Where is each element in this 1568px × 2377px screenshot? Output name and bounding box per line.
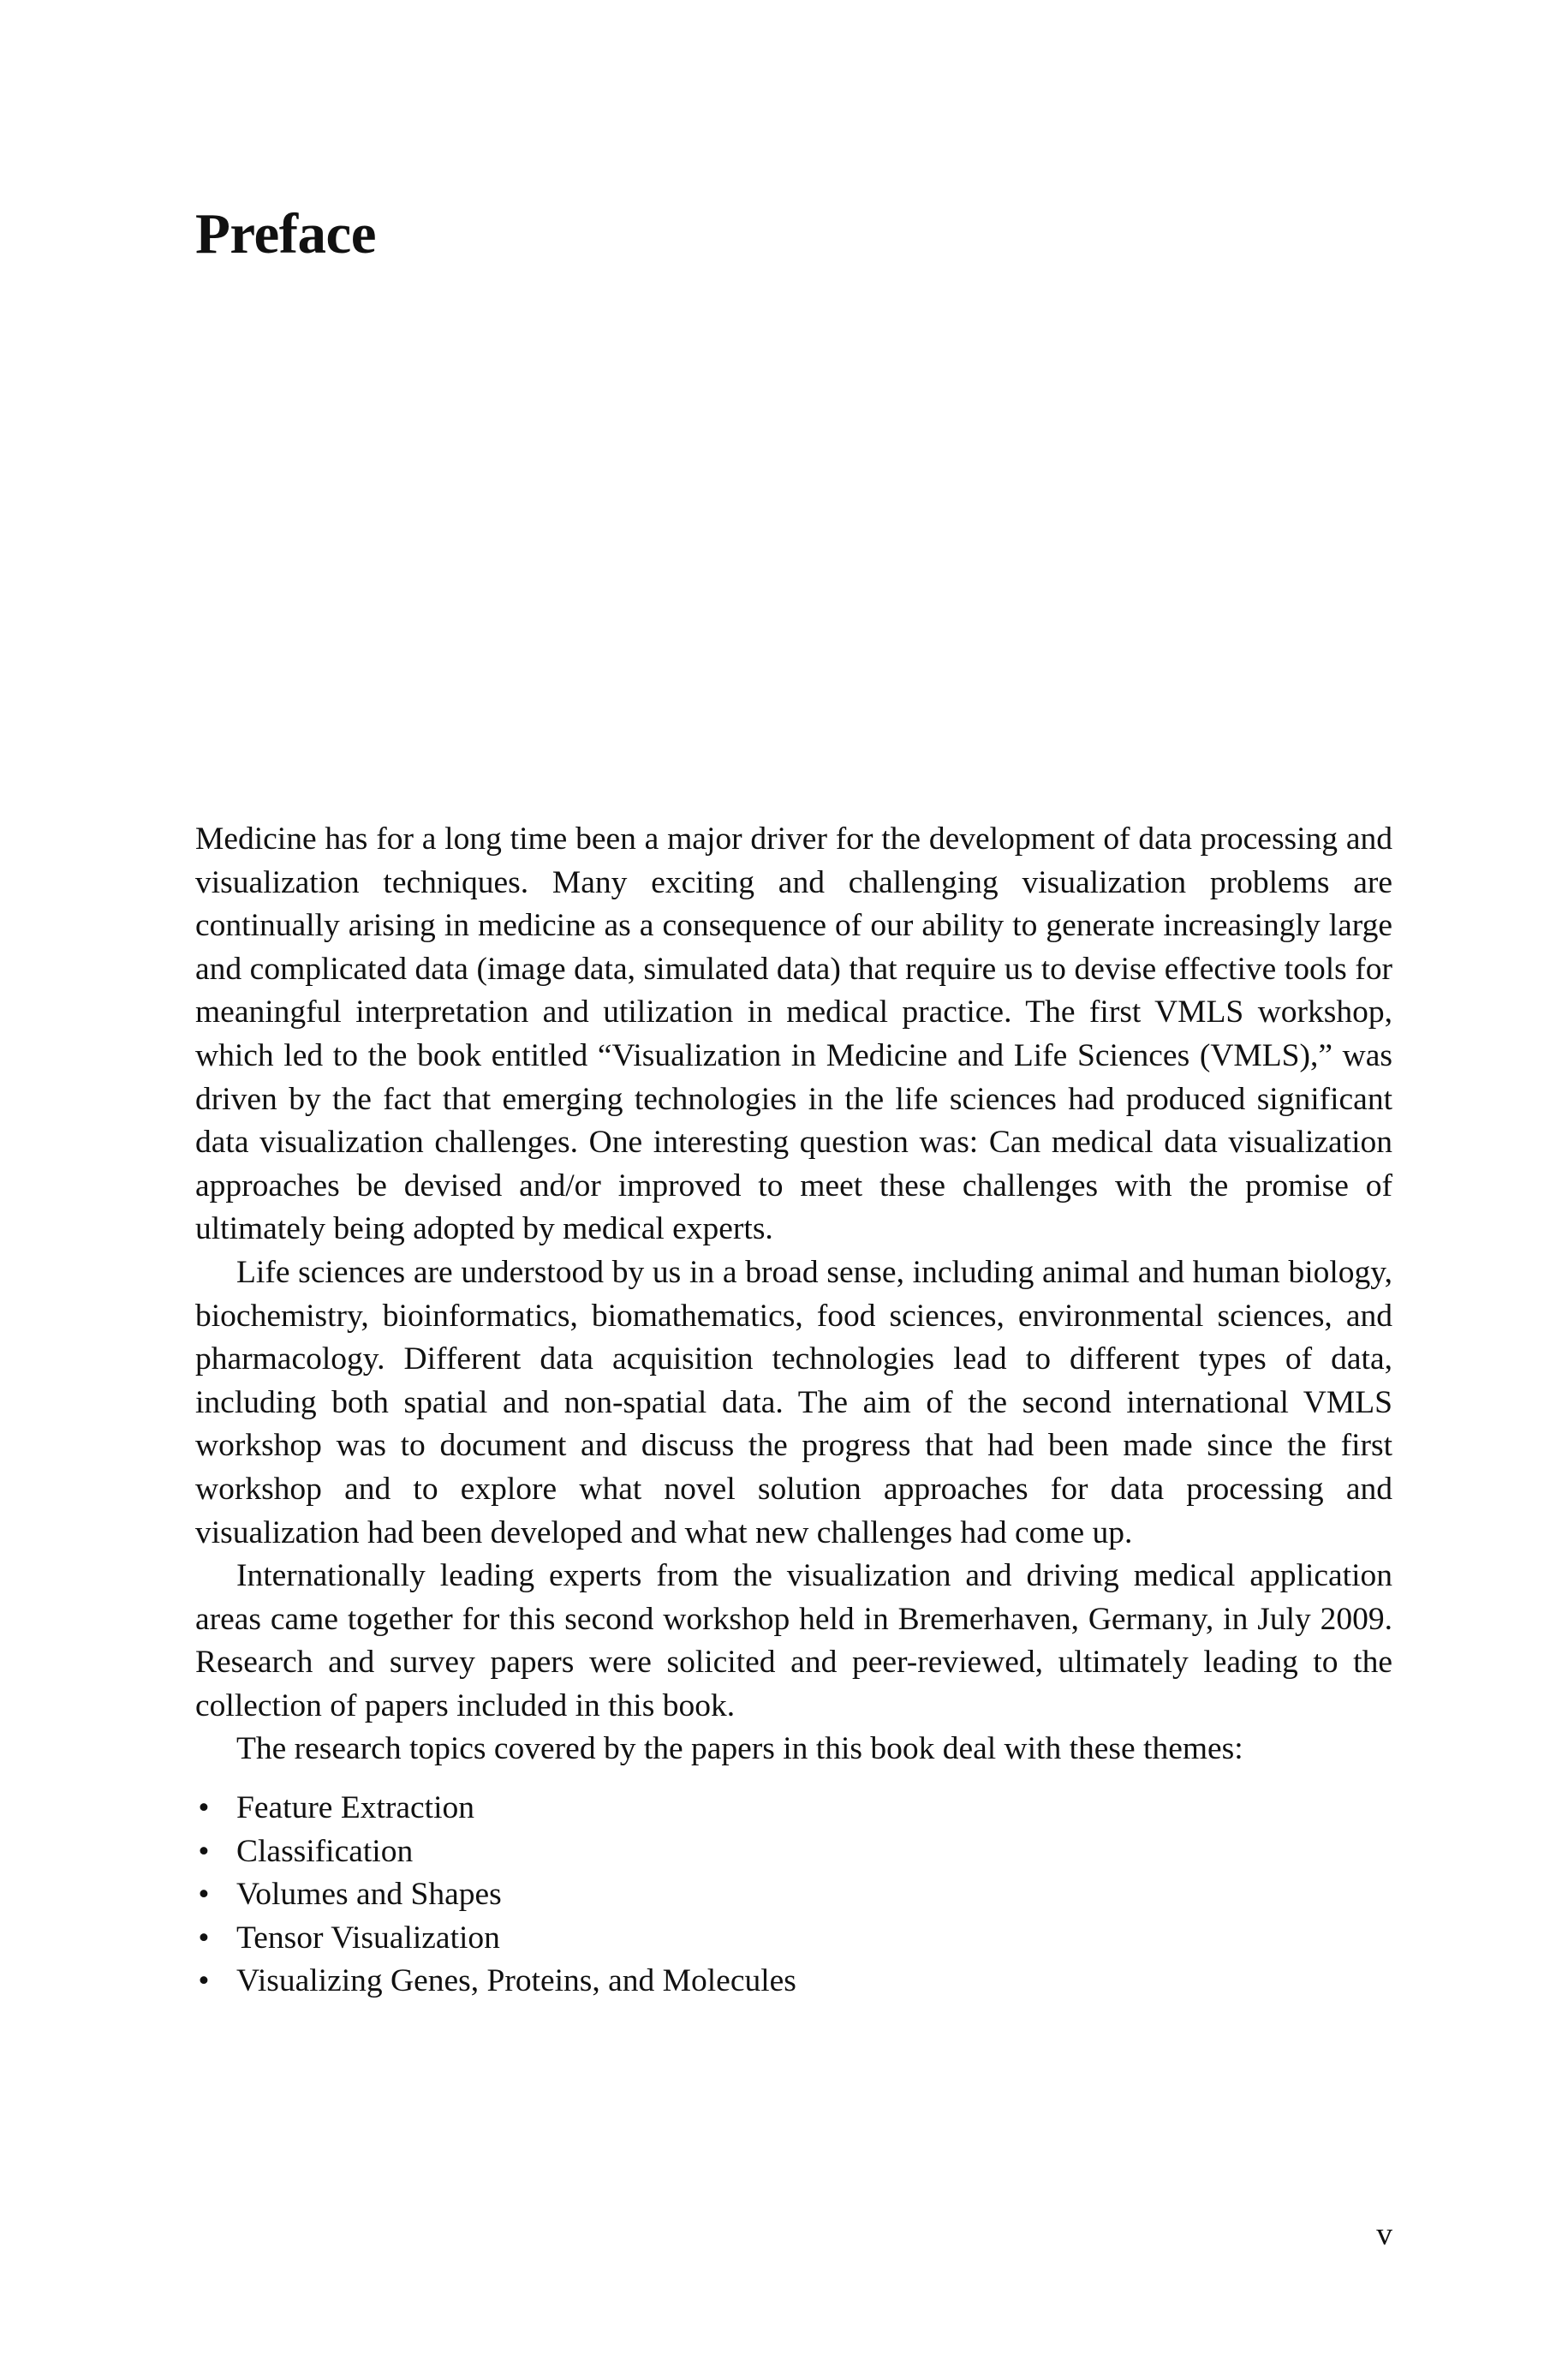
paragraph-4: The research topics covered by the papers in this book deal with these themes: [236, 1731, 1243, 1767]
list-item [195, 1960, 1392, 2004]
paragraph-1: Medicine has for a long time been a major driver for the development of data processing and visualization techniques. Many exciting and challenging visualization problems are continually arising in medicine as a consequence of our ability to generate increasingly large and complicated data (image data, simulated data) that require us to devise effective tools for meaningful interpretation and utilization in medical practice. The first VMLS workshop, which led to the book entitled “Visualization in Medicine and Life Sciences (VMLS),” was driven by the fact that emerging technologies in the life sciences had produced significant data visualization challenges. One interesting question was: Can medical data visualization approaches be devised and/or improved to meet these challenges with the promise of ultimately being adopted by medical experts. [195, 821, 1392, 1247]
bullet-icon: • [198, 1963, 210, 1999]
page-title: Preface [195, 202, 376, 266]
list-item [195, 1873, 1392, 1917]
bullet-icon: • [198, 1877, 210, 1913]
theme-label: Tensor Visualization [236, 1920, 500, 1956]
preface-body [195, 818, 1392, 2004]
list-item [195, 1831, 1392, 1874]
theme-label: Feature Extraction [236, 1790, 475, 1826]
list-item [195, 1917, 1392, 1961]
paragraph-2: Life sciences are understood by us in a broad sense, including animal and human biology, biochemistry, bioinformatics, biomathematics, food sciences, environmental sciences, and pharmacology. Different data acquisition technologies lead to different types of data, including both spatial and non-spatial data. The aim of the second international VMLS workshop was to document and discuss the progress that had been made since the first workshop and to explore what novel solution approaches for data processing and visualization had been developed and what new challenges had come up. [195, 1254, 1392, 1550]
paragraph-3: Internationally leading experts from the visualization and driving medical application areas came together for this second workshop held in Bremerhaven, Germany, in July 2009. Research and survey papers were solicited and peer-reviewed, ultimately leading to the collection of papers included in this book. [195, 1558, 1392, 1723]
list-item [195, 1787, 1392, 1831]
bullet-icon: • [198, 1920, 210, 1956]
theme-label: Volumes and Shapes [236, 1877, 502, 1913]
page-number: v [1376, 2217, 1392, 2252]
bullet-icon: • [198, 1833, 210, 1869]
theme-label: Classification [236, 1833, 414, 1869]
bullet-icon: • [198, 1790, 210, 1826]
theme-label: Visualizing Genes, Proteins, and Molecules [236, 1963, 796, 1999]
themes-list [195, 1787, 1392, 2004]
